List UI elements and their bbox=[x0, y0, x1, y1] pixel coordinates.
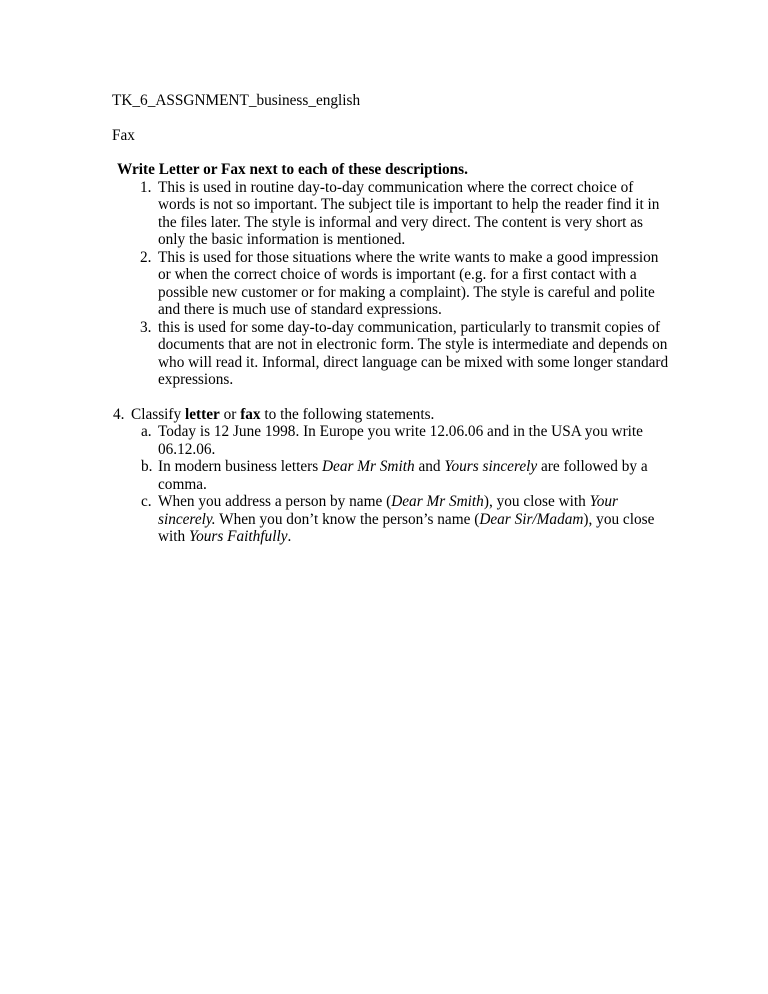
question-marker: 4. bbox=[113, 405, 125, 423]
question-middle: or bbox=[219, 405, 241, 423]
statement-text: are followed by a comma. bbox=[158, 458, 648, 493]
question-prefix: Classify bbox=[131, 405, 185, 423]
statement-text: When you address a person by name ( bbox=[158, 493, 392, 510]
fax-label: Fax bbox=[112, 126, 135, 144]
statement-italic: Dear Mr Smith bbox=[391, 493, 484, 510]
statement-list bbox=[112, 423, 672, 546]
statement-text: When you don’t know the person’s name ( bbox=[215, 510, 480, 528]
document-page bbox=[112, 92, 672, 546]
statement-italic: Yours sincerely bbox=[444, 458, 538, 475]
question-4 bbox=[112, 406, 672, 424]
instruction-heading: Write Letter or Fax next to each of these descriptions. bbox=[117, 161, 468, 178]
description-marker: 2. bbox=[140, 248, 152, 266]
document-title: TK_6_ASSGNMENT_business_english bbox=[112, 92, 361, 109]
description-marker: 3. bbox=[140, 318, 152, 336]
statement-italic: Dear Mr Smith bbox=[322, 458, 415, 475]
statement-marker: b. bbox=[141, 458, 153, 475]
description-text: this is used for some day-to-day communication, particularly to transmit copies of documents that are not in electronic form. The style is intermediate and depends on who will read it. Informal, direct language can be mixed with some longer standard expressions. bbox=[158, 318, 669, 388]
description-item-3 bbox=[140, 318, 672, 389]
keyword-letter: letter bbox=[184, 405, 220, 423]
statement-marker: c. bbox=[141, 493, 152, 510]
description-list bbox=[112, 179, 672, 389]
statement-italic: Your sincerely. bbox=[158, 493, 618, 528]
statement-text: ), you close with bbox=[158, 510, 655, 545]
statement-italic: Dear Sir/Madam bbox=[479, 510, 584, 528]
statement-text: and bbox=[414, 458, 445, 475]
statement-text: ), you close with bbox=[483, 493, 590, 510]
statement-marker: a. bbox=[141, 423, 152, 440]
description-marker: 1. bbox=[140, 178, 152, 196]
statement-c bbox=[141, 493, 672, 546]
statement-text: . bbox=[287, 528, 292, 545]
statement-text: Today is 12 June 1998. In Europe you write 12.06.06 and in the USA you write 06.12.06. bbox=[158, 423, 643, 458]
statement-b bbox=[141, 458, 672, 493]
question-suffix: to the following statements. bbox=[260, 405, 435, 423]
statement-a bbox=[141, 423, 672, 458]
statement-text: In modern business letters bbox=[158, 458, 322, 475]
description-item-2 bbox=[140, 248, 672, 319]
keyword-fax: fax bbox=[240, 405, 261, 423]
description-item-1 bbox=[140, 178, 672, 249]
statement-italic: Yours Faithfully bbox=[189, 528, 288, 545]
description-text: This is used in routine day-to-day communication where the correct choice of words is not so important. The subject tile is important to help the reader find it in the files later. The style is informal and very direct. The content is very short as only the basic information is mentioned. bbox=[158, 178, 660, 248]
description-text: This is used for those situations where the write wants to make a good impression or when the correct choice of words is important (e.g. for a first contact with a possible new customer or for making a complaint). The style is careful and polite and there is much use of standard expressions. bbox=[158, 248, 659, 318]
